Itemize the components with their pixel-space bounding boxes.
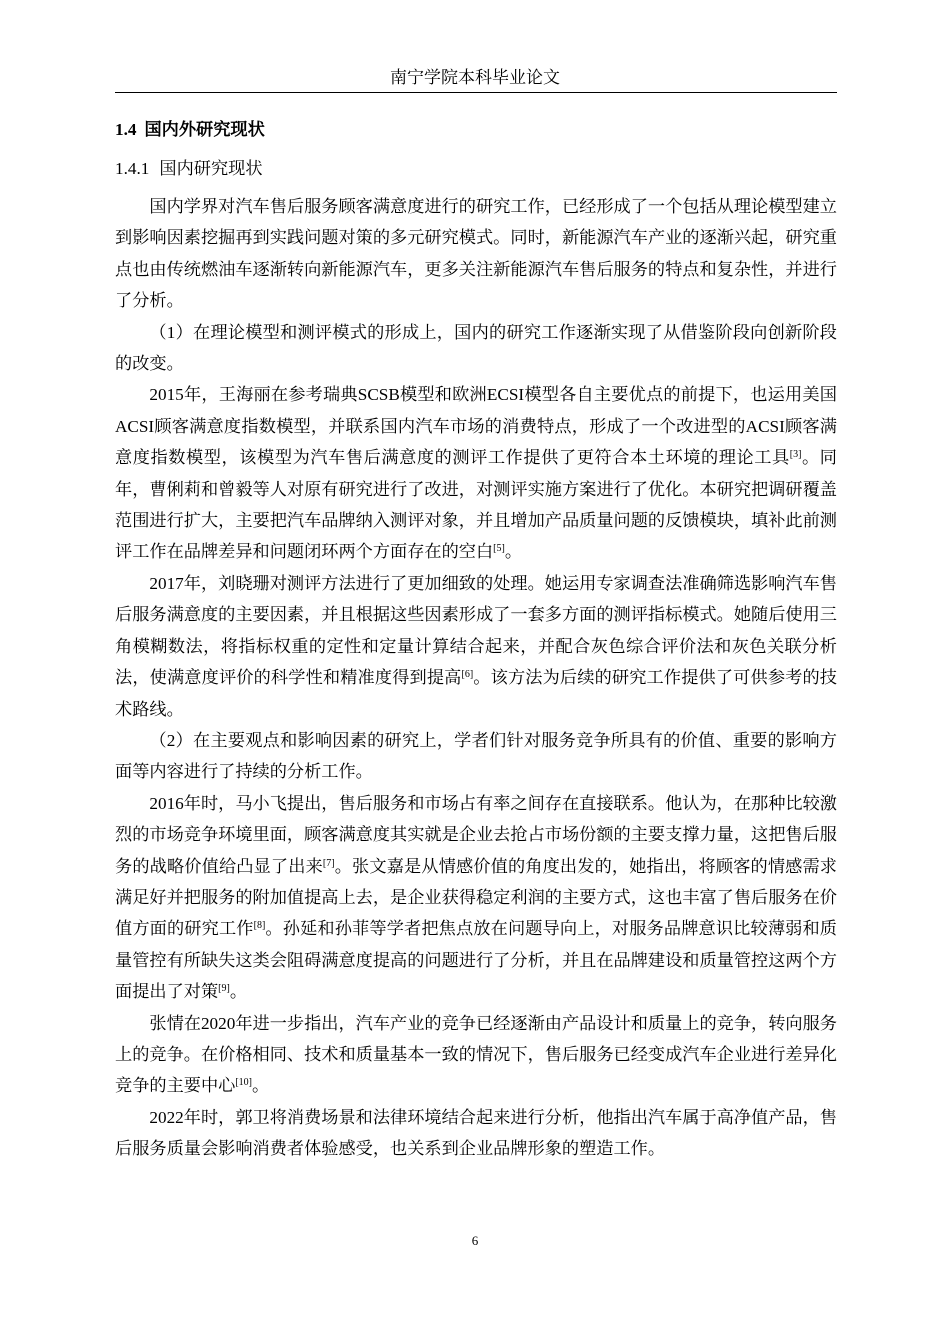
paragraph-2016: 2016年时，马小飞提出，售后服务和市场占有率之间存在直接联系。他认为，在那种比较激烈的市场竞争环境里面，顾客满意度其实就是企业去抢占市场份额的主要支撑力量，这把售后服务的战略价值给凸显了出来[7]。张文嘉是从情感价值的角度出发的，她指出，将顾客的情感需求满足好并把服务的附加值提高上去，是企业获得稳定利润的主要方式，这也丰富了售后服务在价值方面的研究工作[8]。孙延和孙菲等学者把焦点放在问题导向上，对服务品牌意识比较薄弱和质量管控有所缺失这类会阻碍满意度提高的问题进行了分析，并且在品牌建设和质量管控这两个方面提出了对策[9]。 xyxy=(115,793,837,1002)
paragraph-2020: 张情在2020年进一步指出，汽车产业的竞争已经逐渐由产品设计和质量上的竞争，转向服务上的竞争。在价格相同、技术和质量基本一致的情况下，售后服务已经变成汽车企业进行差异化竞争的主要中心[10]。 xyxy=(115,1013,837,1096)
section-number: 1.4 xyxy=(115,120,137,139)
section-heading xyxy=(115,118,837,142)
subsection-title: 国内研究现状 xyxy=(159,159,263,178)
header-rule xyxy=(115,92,837,93)
citation-ref: [9] xyxy=(218,983,230,995)
citation-ref: [8] xyxy=(253,920,266,932)
page-number: 6 xyxy=(471,1233,479,1248)
section-title: 国内外研究现状 xyxy=(144,120,265,139)
subsection-heading xyxy=(115,157,837,181)
paragraph-2015: 2015年，王海丽在参考瑞典SCSB模型和欧洲ECSI模型各自主要优点的前提下，也运用美国ACSI顾客满意度指数模型，并联系国内汽车市场的消费特点，形成了一个改进型的ACSI顾客满意度指数模型，该模型为汽车售后满意度的测评工作提供了更符合本土环境的理论工具[3]。同年，曹俐莉和曾毅等人对原有研究进行了改进，对测评实施方案进行了优化。本研究把调研覆盖范围进行扩大，主要把汽车品牌纳入测评对象，并且增加产品质量问题的反馈模块，填补此前测评工作在品牌差异和问题闭环两个方面存在的空白[5]。 xyxy=(115,385,837,562)
citation-ref: [5] xyxy=(493,543,505,555)
citation-ref: [7] xyxy=(322,857,335,869)
citation-ref: [6] xyxy=(461,669,474,681)
citation-ref: [3] xyxy=(789,449,802,461)
running-header-title: 南宁学院本科毕业论文 xyxy=(390,68,560,87)
subsection-number: 1.4.1 xyxy=(115,159,150,178)
paragraph-point-1: （1）在理论模型和测评模式的形成上，国内的研究工作逐渐实现了从借鉴阶段向创新阶段的改变。 xyxy=(115,322,837,374)
citation-ref: [10] xyxy=(235,1077,252,1089)
paragraph-2022: 2022年时，郭卫将消费场景和法律环境结合起来进行分析，他指出汽车属于高净值产品，售后服务质量会影响消费者体验感受，也关系到企业品牌形象的塑造工作。 xyxy=(115,1107,837,1159)
paragraph-point-2: （2）在主要观点和影响因素的研究上，学者们针对服务竞争所具有的价值、重要的影响方面等内容进行了持续的分析工作。 xyxy=(115,730,837,782)
paragraph-2017: 2017年，刘晓珊对测评方法进行了更加细致的处理。她运用专家调查法准确筛选影响汽车售后服务满意度的主要因素，并且根据这些因素形成了一套多方面的测评指标模式。她随后使用三角模糊数法，将指标权重的定性和定量计算结合起来，并配合灰色综合评价法和灰色关联分析法，使满意度评价的科学性和精准度得到提高[6]。该方法为后续的研究工作提供了可供参考的技术路线。 xyxy=(115,573,837,719)
paragraph-intro: 国内学界对汽车售后服务顾客满意度进行的研究工作，已经形成了一个包括从理论模型建立到影响因素挖掘再到实践问题对策的多元研究模式。同时，新能源汽车产业的逐渐兴起，研究重点也由传统燃油车逐渐转向新能源汽车，更多关注新能源汽车售后服务的特点和复杂性，并进行了分析。 xyxy=(115,197,837,311)
page-body xyxy=(115,108,837,1165)
